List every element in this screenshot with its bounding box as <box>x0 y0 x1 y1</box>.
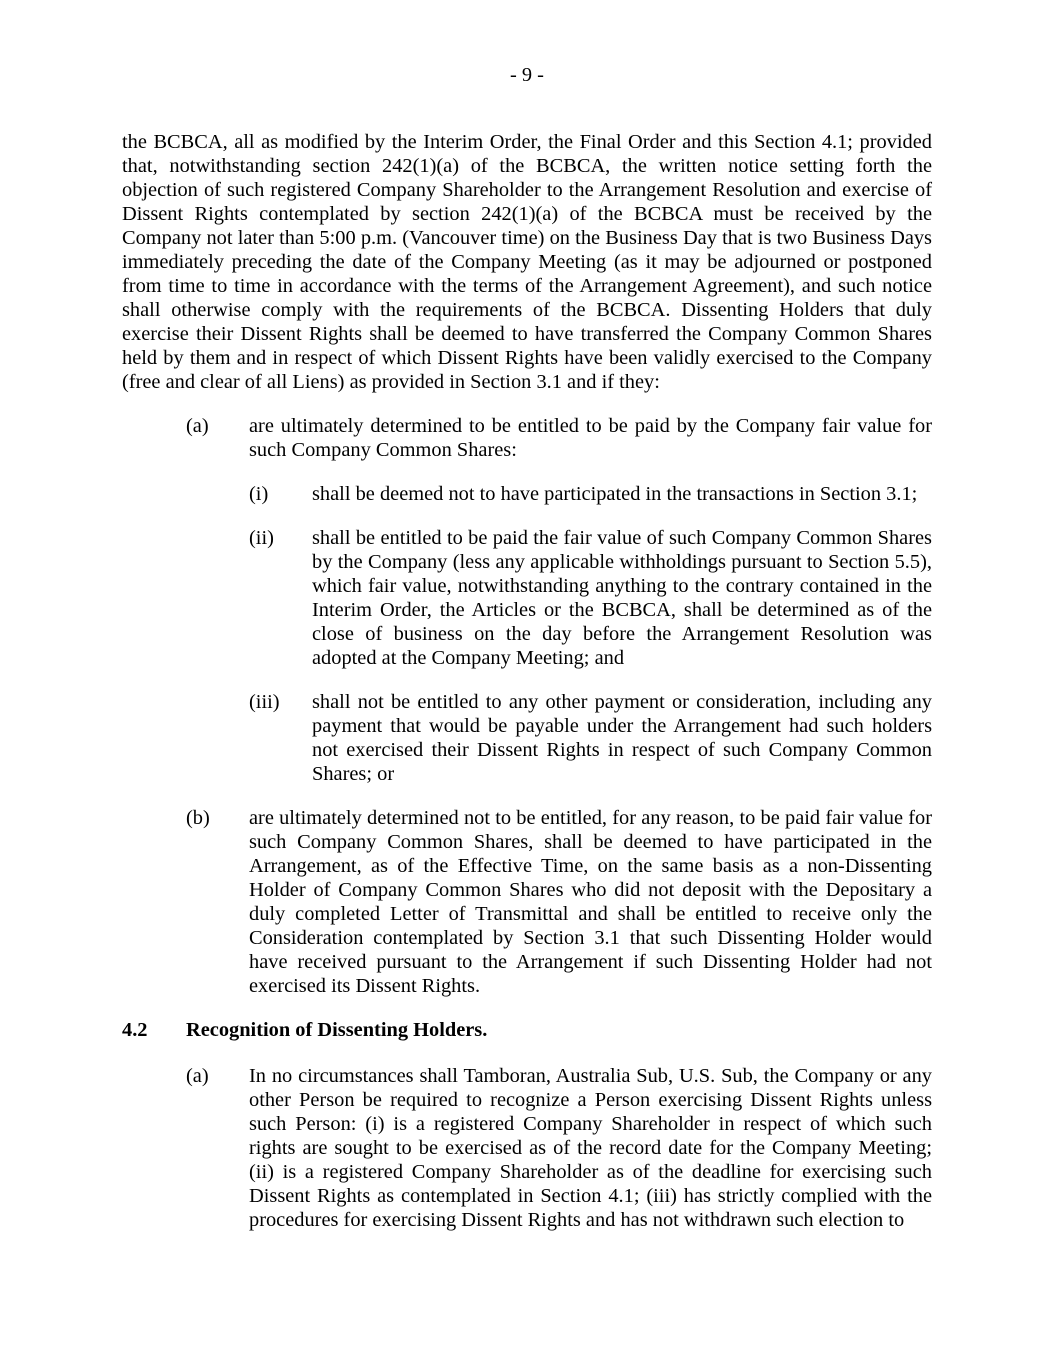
list-item-b-label: (b) <box>186 807 210 829</box>
list-item-a-ii <box>122 526 932 670</box>
list-item-b <box>122 806 932 998</box>
list-item-a-ii-text: shall be entitled to be paid the fair value of such Company Common Shares by the Company (less any applicable withholdings pursuant to Section 5.5), which fair value, notwithstanding anything to the contrary contained in the Interim Order, the Articles or the BCBCA, shall be determined as of the close of business on the day before the Arrangement Resolution was adopted at the Company Meeting; and <box>312 527 932 669</box>
section-4-2-item-a-label: (a) <box>186 1065 209 1087</box>
section-title: Recognition of Dissenting Holders. <box>186 1019 488 1041</box>
list-item-a-iii-label: (iii) <box>249 691 280 713</box>
list-item-a-i <box>122 482 932 506</box>
list-item-a-text: are ultimately determined to be entitled to be paid by the Company fair value for such Company Common Shares: <box>249 415 932 461</box>
list-item-a-i-text: shall be deemed not to have participated in the transactions in Section 3.1; <box>312 483 918 505</box>
list-item-a-iii-text: shall not be entitled to any other payment or consideration, including any payment that would be payable under the Arrangement had such holders not exercised their Dissent Rights in respect of such Company Common Shares; or <box>312 691 932 785</box>
continuation-paragraph: the BCBCA, all as modified by the Interim Order, the Final Order and this Section 4.1; provided that, notwithstanding section 242(1)(a) of the BCBCA, the written notice setting forth the objection of such registered Company Shareholder to the Arrangement Resolution and exercise of Dissent Rights contemplated by section 242(1)(a) of the BCBCA must be received by the Company not later than 5:00 p.m. (Vancouver time) on the Business Day that is two Business Days immediately preceding the date of the Company Meeting (as it may be adjourned or postponed from time to time in accordance with the terms of the Arrangement Agreement), and such notice shall otherwise comply with the requirements of the BCBCA. Dissenting Holders that duly exercise their Dissent Rights shall be deemed to have transferred the Company Common Shares held by them and in respect of which Dissent Rights have been validly exercised to the Company (free and clear of all Liens) as provided in Section 3.1 and if they: <box>122 131 932 393</box>
list-item-a <box>122 414 932 462</box>
section-4-2-item-a-text: In no circumstances shall Tamboran, Australia Sub, U.S. Sub, the Company or any other Person be required to recognize a Person exercising Dissent Rights unless such Person: (i) is a registered Company Shareholder in respect of which such rights are sought to be exercised as of the record date for the Company Meeting; (ii) is a registered Company Shareholder as of the deadline for exercising such Dissent Rights as contemplated in Section 4.1; (iii) has strictly complied with the procedures for exercising Dissent Rights and has not withdrawn such election to <box>249 1065 932 1231</box>
list-item-b-text: are ultimately determined not to be entitled, for any reason, to be paid fair value for such Company Common Shares, shall be deemed to have participated in the Arrangement, as of the Effective Time, on the same basis as a non-Dissenting Holder of Company Common Shares who did not deposit with the Depositary a duly completed Letter of Transmittal and shall be entitled to receive only the Consideration contemplated by Section 3.1 that such Dissenting Holder would have received pursuant to the Arrangement if such Dissenting Holder had not exercised its Dissent Rights. <box>249 807 932 997</box>
section-4-2-item-a <box>122 1064 932 1232</box>
list-item-a-ii-label: (ii) <box>249 527 274 549</box>
section-number: 4.2 <box>122 1019 148 1041</box>
list-item-a-iii <box>122 690 932 786</box>
list-item-a-label: (a) <box>186 415 209 437</box>
list-item-a-i-label: (i) <box>249 483 269 505</box>
page-number: - 9 - <box>510 64 544 86</box>
section-heading-4-2 <box>122 1018 932 1042</box>
